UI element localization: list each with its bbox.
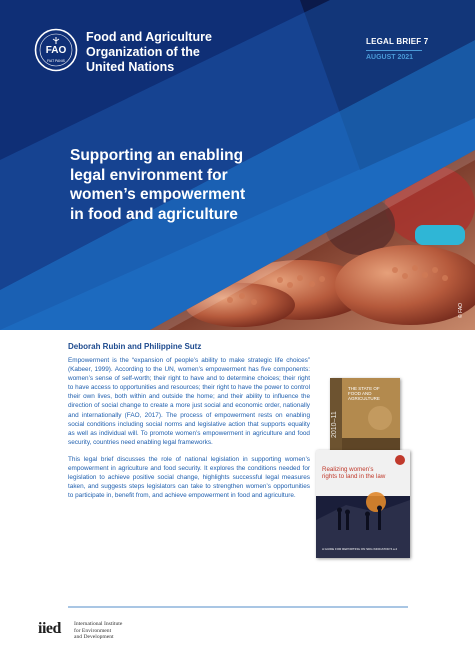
paragraph: Empowerment is the “expansion of people’s ability to make strategic life choices” (Kabeer, 1999). According to the UN, women’s empowerment has five components: women’s sense of self-worth; their right to have and to determine choices; their right to have access to opportunities and resources; their right to have the power to control their own lives, both within and outside the home; and their ability to influence the direction of social change to create a more just social and economic order, nationally and internationally (FAO, 2017). The process of empowerment rests on enabling social conditions including social norms and legislative action that supports equality as well as individual will. To promote women’s empowerment in agriculture and food security, countries need enabling legal frameworks. (68, 357, 310, 446)
organization-line: Organization of the (86, 45, 200, 59)
legal-brief-label: LEGAL BRIEF 7 (366, 37, 429, 46)
sun-icon (366, 492, 386, 512)
body-text (68, 356, 310, 508)
cover2-title: Realizing women’s rights to land in the law (322, 466, 386, 481)
iied-name (74, 621, 154, 641)
cover-year: 2010–11 (331, 411, 338, 438)
iied-line: and Development (74, 634, 114, 640)
fao-logo-motto: FIAT PANIS (47, 59, 65, 63)
cover2-subtitle: A GUIDE FOR REPORTING ON SDG INDICATOR 5.a.2 (322, 547, 398, 551)
report-cover-womens-rights (316, 450, 410, 558)
title-line: legal environment for (70, 166, 228, 184)
iied-line: for Environment (74, 627, 112, 634)
organization-line: Food and Agriculture (86, 30, 212, 44)
fao-logo-icon (34, 28, 78, 72)
title-line: Supporting an enabling (70, 147, 244, 164)
cover-fao-emblem-icon (395, 455, 405, 465)
paragraph: This legal brief discusses the role of national legislation in supporting women’s empowerment in agriculture and food security. It explores the conditions needed for legislation to achieve positive social change, highlights successful legal measures taken, and suggests steps legislators can take to strengthen women’s opportunities to participate in, benefit from, and achieve empowerment in food and agriculture. (68, 455, 310, 500)
brief-date: AUGUST 2021 (366, 54, 414, 61)
iied-logo: iied (38, 620, 61, 637)
brief-divider (366, 50, 422, 51)
fao-logo-text: FAO (45, 45, 67, 56)
organization-name (86, 30, 226, 75)
title-line: women’s empowerment (70, 186, 246, 203)
cover-title-line: THE STATE OF (348, 386, 380, 391)
title-line: in food and agriculture (70, 205, 238, 223)
iied-line: International Institute (74, 621, 123, 627)
cover-title-line: FOOD AND (348, 391, 372, 396)
document-title (70, 146, 270, 224)
authors: Deborah Rubin and Philippine Sutz (68, 342, 202, 351)
cover-title-line: AGRICULTURE (348, 396, 380, 401)
organization-line: United Nations (86, 60, 175, 74)
photo-credit: © FAO (458, 302, 464, 318)
footer-divider (68, 606, 408, 608)
